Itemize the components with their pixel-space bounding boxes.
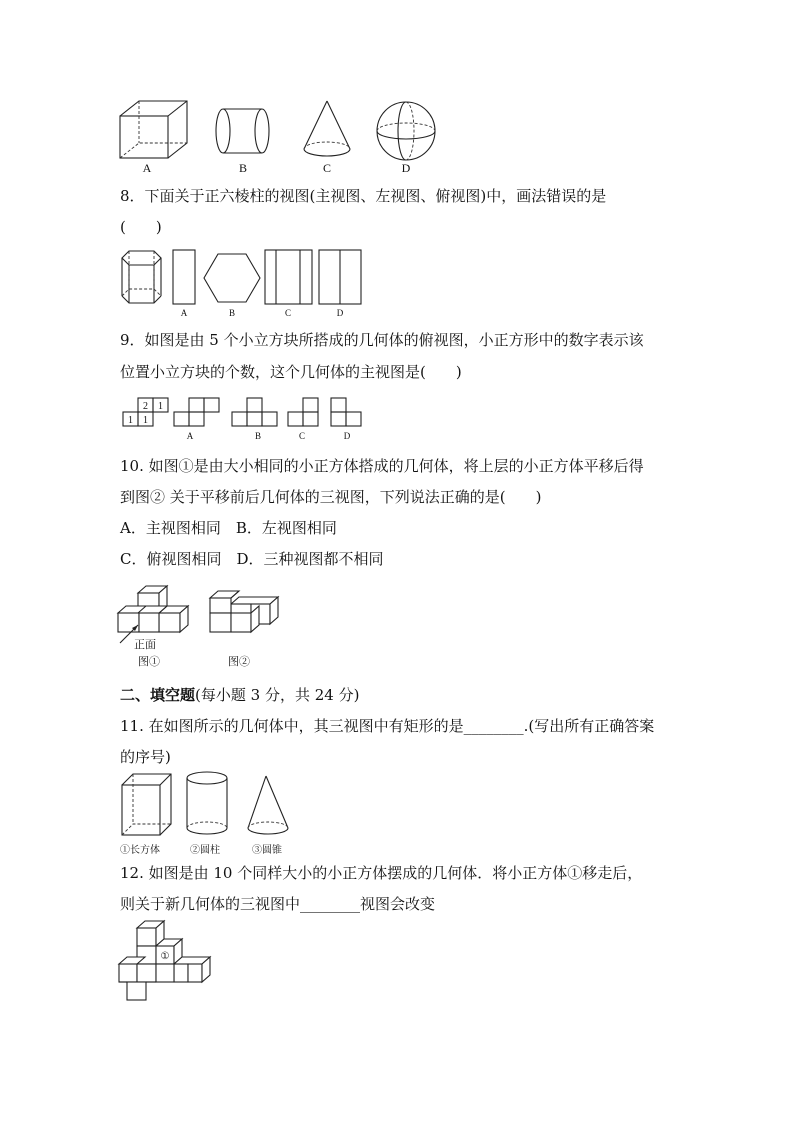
q9-figure (118, 396, 368, 444)
q8-view-d (319, 250, 361, 304)
q9-label-d: D (343, 431, 351, 441)
grid-number: 1 (143, 415, 148, 426)
q7-label-b: B (238, 161, 248, 175)
q12-figure (116, 920, 216, 1004)
q9-question-line1: 9．如图是由 5 个小立方块所搭成的几何体的俯视图，小正方形中的数字表示该 (120, 331, 644, 349)
q9-view-c (288, 398, 318, 426)
q8-view-b (204, 254, 260, 302)
grid-number: 1 (158, 401, 163, 412)
q10-question-line1: 10. 如图①是由大小相同的小正方体搭成的几何体，将上层的小正方体平移后得 (120, 457, 644, 475)
q8-figure (118, 248, 368, 320)
q7-label-d: D (401, 161, 411, 175)
q10-question-line2: 到图② 关于平移前后几何体的三视图，下列说法正确的是( ) (120, 488, 542, 506)
q9-label-a: A (186, 431, 194, 441)
q10-figure (112, 585, 292, 671)
q8-label-b: B (228, 308, 236, 318)
q10-figure-2-cubes (210, 591, 278, 632)
q9-top-view-grid (123, 398, 168, 426)
q10-option-ab: A．主视图相同 B．左视图相同 (120, 519, 337, 537)
q9-views-svg (118, 396, 368, 444)
q9-view-d (331, 398, 361, 426)
hexagonal-prism-shape (122, 251, 161, 303)
q8-view-c (265, 250, 312, 304)
fig2-label: 图② (228, 656, 250, 668)
fig1-label: 图① (138, 656, 160, 668)
q7-figure (115, 98, 445, 178)
cube-shape (120, 101, 187, 158)
grid-number: 1 (128, 415, 133, 426)
q8-question-line2: ( ) (120, 218, 162, 236)
q11-caption-cuboid: ①长方体 (120, 845, 160, 856)
q9-label-b: B (254, 431, 262, 441)
sphere-shape (377, 102, 435, 160)
q8-label-a: A (180, 308, 188, 318)
q7-label-c: C (322, 161, 332, 175)
q8-label-d: D (336, 308, 344, 318)
section-scoring-note: (每小题 3 分，共 24 分) (195, 686, 360, 704)
q9-view-b (232, 398, 277, 426)
q9-view-a (174, 398, 219, 426)
q11-question-line1: 11. 在如图所示的几何体中，其三视图中有矩形的是________.(写出所有正确答案 (120, 717, 655, 735)
q7-shapes-svg (115, 98, 445, 178)
q8-view-a (173, 250, 195, 304)
cuboid-shape (122, 774, 171, 835)
q11-caption-cylinder: ②圆柱 (190, 845, 220, 856)
q12-cubes-svg (116, 920, 216, 1004)
q10-cubes-svg (112, 585, 292, 671)
grid-number: 2 (143, 401, 148, 412)
front-label: 正面 (134, 639, 156, 651)
q10-figure-1-cubes (118, 586, 188, 632)
section-heading (120, 685, 359, 705)
q9-label-c: C (298, 431, 306, 441)
q12-question-line1: 12. 如图是由 10 个同样大小的小正方体摆成的几何体．将小正方体①移走后， (120, 864, 643, 882)
section-title: 二、填空题 (120, 686, 196, 704)
cone-shape (248, 776, 288, 834)
q9-question-line2: 位置小立方块的个数，这个几何体的主视图是( ) (120, 363, 462, 381)
q7-label-a: A (142, 161, 152, 175)
q11-solids-svg (116, 770, 306, 858)
q12-question-line2: 则关于新几何体的三视图中________视图会改变 (120, 895, 436, 913)
q11-question-line2: 的序号) (120, 748, 171, 766)
q10-option-cd: C．俯视图相同 D．三种视图都不相同 (120, 550, 384, 568)
cylinder-shape (216, 109, 269, 153)
q8-label-c: C (284, 308, 292, 318)
q11-figure (116, 770, 306, 858)
cube-mark-label: ① (160, 951, 170, 962)
cylinder-shape (187, 772, 227, 834)
q8-views-svg (118, 248, 368, 320)
cone-shape (304, 101, 350, 156)
q8-question-line1: 8．下面关于正六棱柱的视图(主视图、左视图、俯视图)中，画法错误的是 (120, 187, 607, 205)
q11-caption-cone: ③圆锥 (252, 845, 282, 856)
